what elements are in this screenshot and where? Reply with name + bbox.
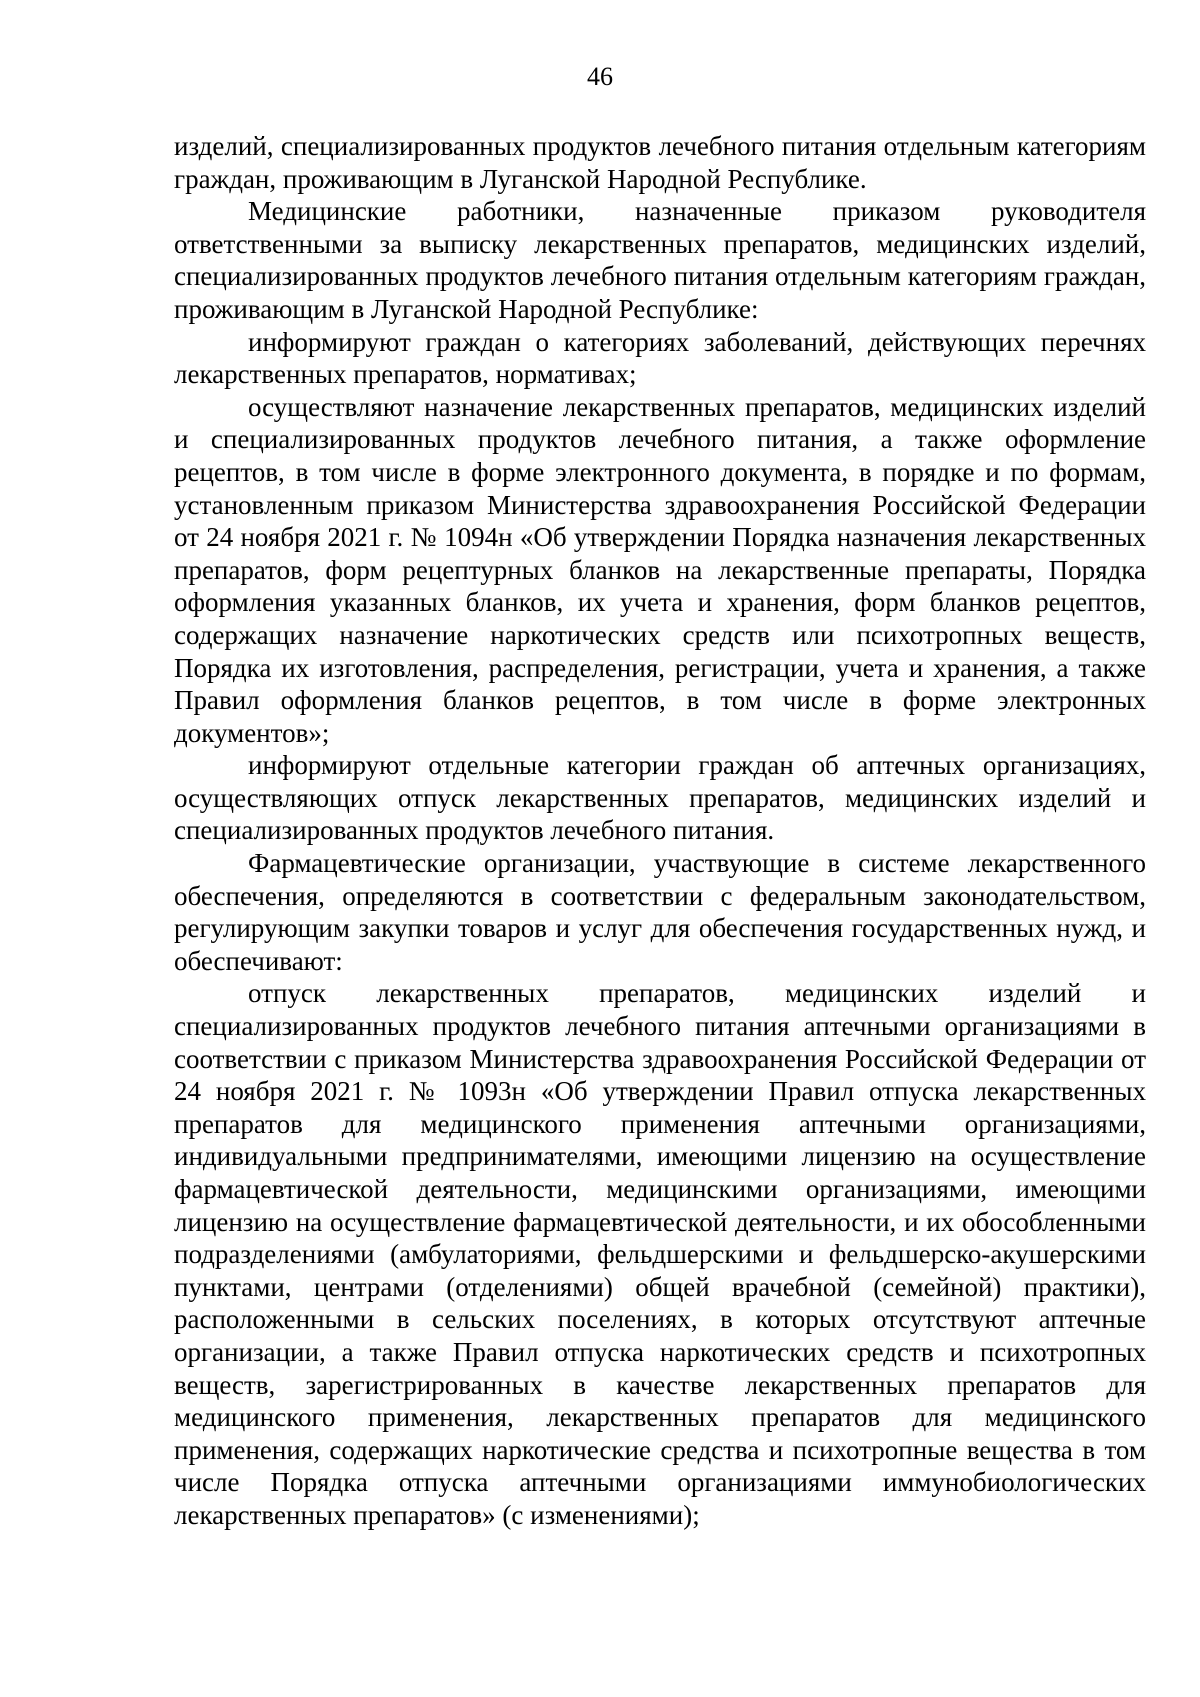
paragraph: Медицинские работники, назначенные приказом руководителя ответственными за выписку лекарственных препаратов, медицинских изделий, специализированных продуктов лечебного питания отдельным категориям граждан, проживающим в Луганской Народной Республике: [174,196,1146,324]
document-body [174,130,1146,1532]
page-number: 46 [587,62,613,91]
paragraph: Фармацевтические организации, участвующие в системе лекарственного обеспечения, определяются в соответствии с федеральным законодательством, регулирующим закупки товаров и услуг для обеспечения государственных нужд, и обеспечивают: [174,848,1146,976]
paragraph: отпуск лекарственных препаратов, медицинских изделий и специализированных продуктов лечебного питания аптечными организациями в соответствии с приказом Министерства здравоохранения Российской Федерации от 24 ноября 2021 г. № 1093н «Об утверждении Правил отпуска лекарственных препаратов для медицинского применения аптечными организациями, индивидуальными предпринимателями, имеющими лицензию на осуществление фармацевтической деятельности, медицинскими организациями, имеющими лицензию на осуществление фармацевтической деятельности, и их обособленными подразделениями (амбулаториями, фельдшерскими и фельдшерско-акушерскими пунктами, центрами (отделениями) общей врачебной (семейной) практики), расположенными в сельских поселениях, в которых отсутствуют аптечные организации, а также Правил отпуска наркотических средств и психотропных веществ, зарегистрированных в качестве лекарственных препаратов для медицинского применения, лекарственных препаратов для медицинского применения, содержащих наркотические средства и психотропные вещества в том числе Порядка отпуска аптечными организациями иммунобиологических лекарственных препаратов» (с изменениями); [174,978,1146,1530]
paragraph: информируют граждан о категориях заболеваний, действующих перечнях лекарственных препаратов, нормативах; [174,326,1146,390]
paragraph: осуществляют назначение лекарственных препаратов, медицинских изделий и специализированных продуктов лечебного питания, а также оформление рецептов, в том числе в форме электронного документа, в порядке и по формам, установленным приказом Министерства здравоохранения Российской Федерации от 24 ноября 2021 г. № 1094н «Об утверждении Порядка назначения лекарственных препаратов, форм рецептурных бланков на лекарственные препараты, Порядка оформления указанных бланков, их учета и хранения, форм бланков рецептов, содержащих назначение наркотических средств или психотропных веществ, Порядка их изготовления, распределения, регистрации, учета и хранения, а также Правил оформления бланков рецептов, в том числе в форме электронных документов»; [174,391,1146,748]
paragraph: изделий, специализированных продуктов лечебного питания отдельным категориям граждан, проживающим в Луганской Народной Республике. [174,131,1146,194]
paragraph: информируют отдельные категории граждан об аптечных организациях, осуществляющих отпуск лекарственных препаратов, медицинских изделий и специализированных продуктов лечебного питания. [174,750,1146,846]
